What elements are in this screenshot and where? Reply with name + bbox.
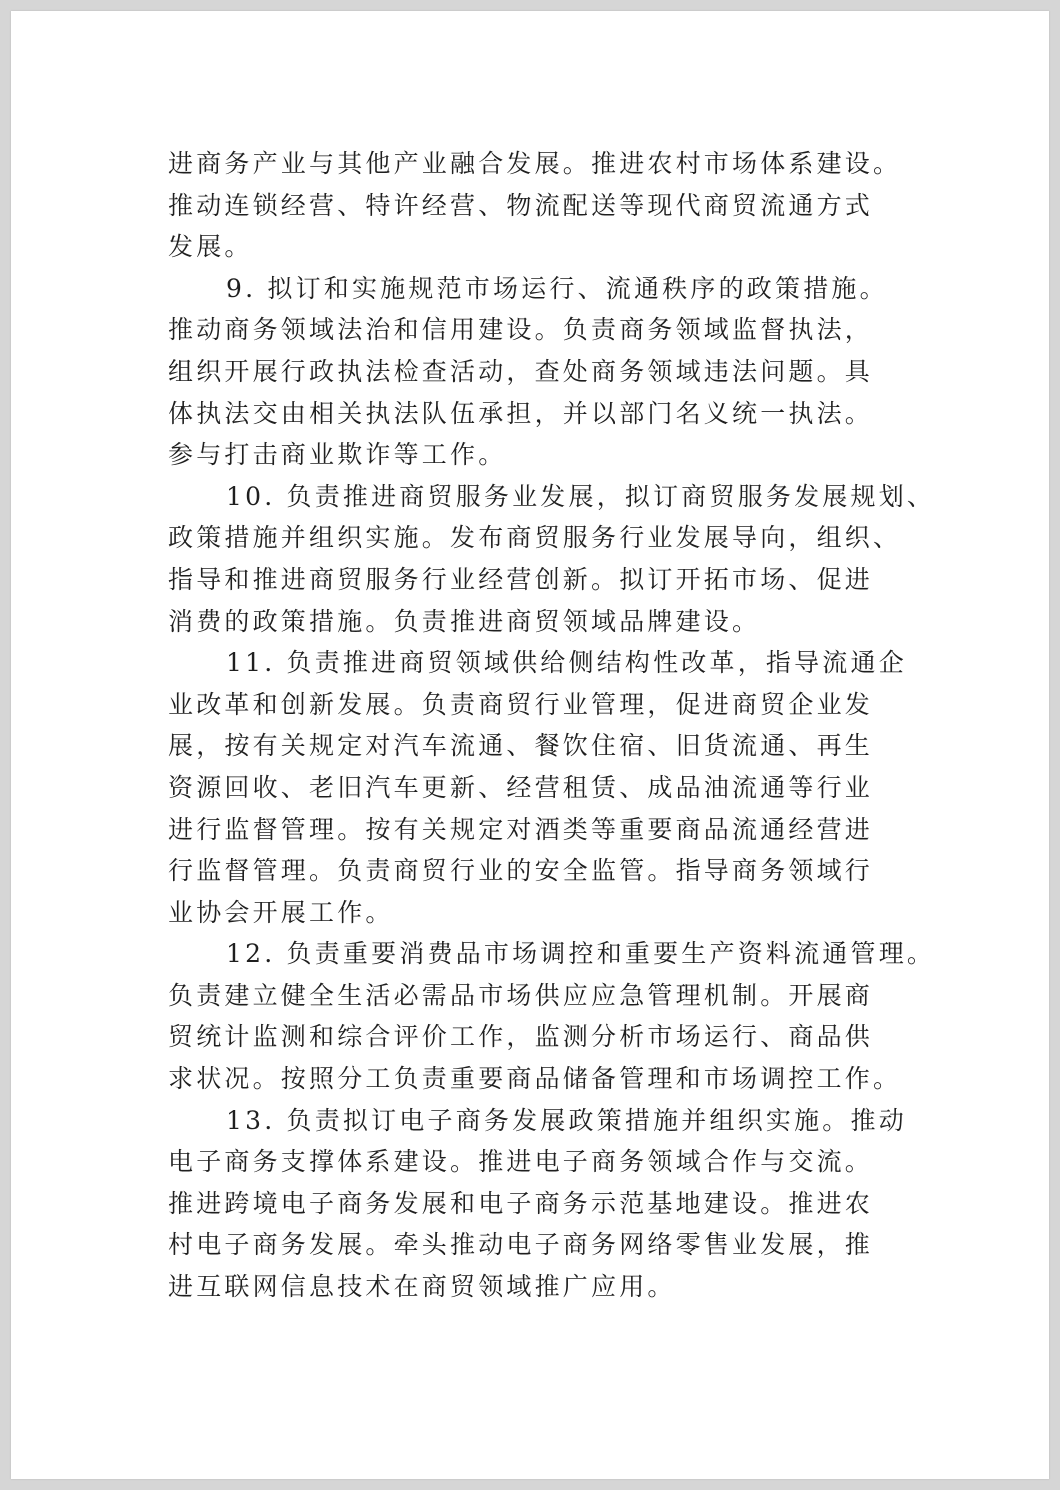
text-line: 贸统计监测和综合评价工作，监测分析市场运行、商品供 [168,1022,874,1052]
paragraph-start-line: 11. 负责推进商贸领域供给侧结构性改革，指导流通企 [226,648,907,678]
text-line: 体执法交由相关执法队伍承担，并以部门名义统一执法。 [168,398,874,428]
text-line: 进互联网信息技术在商贸领域推广应用。 [168,1272,676,1302]
text-line: 推动连锁经营、特许经营、物流配送等现代商贸流通方式 [168,190,874,220]
text-line: 展，按有关规定对汽车流通、餐饮住宿、旧货流通、再生 [168,731,874,761]
paragraph-start-line: 10. 负责推进商贸服务业发展，拟订商贸服务发展规划、 [226,481,936,511]
paragraph-start-line: 13. 负责拟订电子商务发展政策措施并组织实施。推动 [226,1105,907,1135]
text-line: 参与打击商业欺诈等工作。 [168,440,507,470]
text-line: 电子商务支撑体系建设。推进电子商务领域合作与交流。 [168,1147,874,1177]
text-line: 政策措施并组织实施。发布商贸服务行业发展导向，组织、 [168,523,902,553]
text-line: 行监督管理。负责商贸行业的安全监管。指导商务领域行 [168,856,874,886]
text-line: 发展。 [168,232,253,262]
paragraph-start-line: 9. 拟订和实施规范市场运行、流通秩序的政策措施。 [226,273,888,303]
document-page [11,11,1049,1479]
text-line: 推动商务领域法治和信用建设。负责商务领域监督执法， [168,315,874,345]
text-line: 组织开展行政执法检查活动，查处商务领域违法问题。具 [168,356,874,386]
text-line: 村电子商务发展。牵头推动电子商务网络零售业发展，推 [168,1230,874,1260]
text-line: 指导和推进商贸服务行业经营创新。拟订开拓市场、促进 [168,564,874,594]
paragraph-start-line: 12. 负责重要消费品市场调控和重要生产资料流通管理。 [226,939,936,969]
text-line: 消费的政策措施。负责推进商贸领域品牌建设。 [168,606,761,636]
text-line: 资源回收、老旧汽车更新、经营租赁、成品油流通等行业 [168,772,874,802]
text-line: 负责建立健全生活必需品市场供应应急管理机制。开展商 [168,980,874,1010]
text-line: 推进跨境电子商务发展和电子商务示范基地建设。推进农 [168,1188,874,1218]
text-line: 进商务产业与其他产业融合发展。推进农村市场体系建设。 [168,149,902,178]
text-line: 业改革和创新发展。负责商贸行业管理，促进商贸企业发 [168,689,874,719]
text-line: 业协会开展工作。 [168,897,394,927]
document-body [168,143,936,1308]
text-line: 求状况。按照分工负责重要商品储备管理和市场调控工作。 [168,1064,902,1094]
text-line: 进行监督管理。按有关规定对酒类等重要商品流通经营进 [168,814,874,844]
